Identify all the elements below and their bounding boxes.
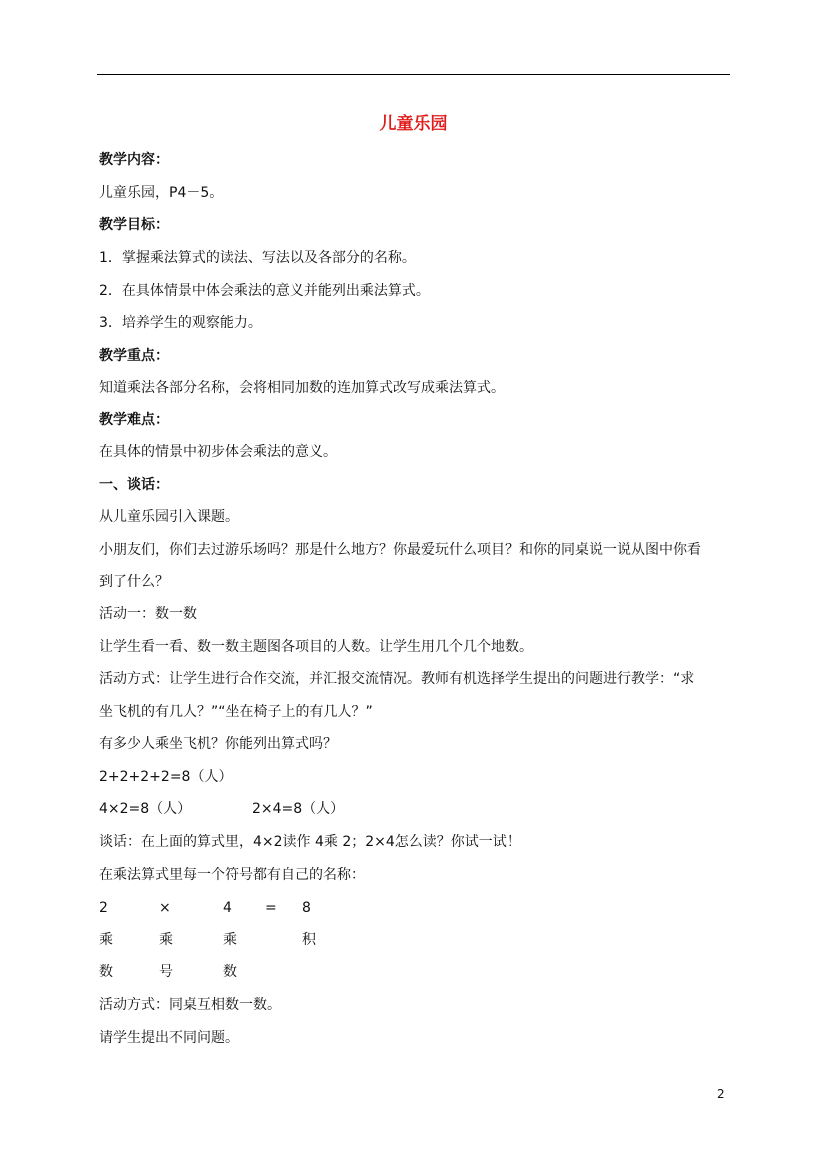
diagram-product: 8 bbox=[302, 900, 311, 916]
diagram-label: 乘 bbox=[159, 932, 173, 948]
paragraph: 谈话：在上面的算式里，4×2读作 4乘 2；2×4怎么读？你试一试！ bbox=[99, 834, 521, 850]
heading-difficult: 教学难点： bbox=[99, 412, 169, 428]
goal-item: 2．在具体情景中体会乘法的意义并能列出乘法算式。 bbox=[99, 283, 430, 299]
heading-content: 教学内容： bbox=[99, 152, 169, 168]
paragraph: 请学生提出不同问题。 bbox=[99, 1030, 239, 1046]
goal-item: 1．掌握乘法算式的读法、写法以及各部分的名称。 bbox=[99, 250, 416, 266]
equation: 4×2=8（人） bbox=[99, 801, 192, 817]
paragraph: 活动方式：同桌互相数一数。 bbox=[99, 997, 281, 1013]
diagram-label: 号 bbox=[159, 964, 173, 980]
paragraph: 坐飞机的有几人？”“坐在椅子上的有几人？” bbox=[99, 704, 373, 720]
goal-item: 3．培养学生的观察能力。 bbox=[99, 315, 262, 331]
paragraph: 到了什么？ bbox=[99, 574, 169, 590]
heading-goals: 教学目标： bbox=[99, 217, 169, 233]
heading-key: 教学重点： bbox=[99, 348, 169, 364]
difficult-text: 在具体的情景中初步体会乘法的意义。 bbox=[99, 444, 337, 460]
heading-talk: 一、谈话： bbox=[99, 477, 169, 493]
page-title: 儿童乐园 bbox=[379, 114, 448, 134]
diagram-label: 乘 bbox=[99, 932, 113, 948]
diagram-label: 积 bbox=[302, 932, 316, 948]
diagram-sign: × bbox=[159, 900, 171, 916]
diagram-factor: 4 bbox=[223, 900, 232, 916]
paragraph: 有多少人乘坐飞机？你能列出算式吗？ bbox=[99, 736, 337, 752]
paragraph: 活动方式：让学生进行合作交流，并汇报交流情况。教师有机选择学生提出的问题进行教学：“求 bbox=[99, 671, 695, 687]
page-number: 2 bbox=[717, 1087, 725, 1101]
equation: 2+2+2+2=8（人） bbox=[99, 769, 233, 785]
equation: 2×4=8（人） bbox=[252, 801, 345, 817]
paragraph: 在乘法算式里每一个符号都有自己的名称： bbox=[99, 867, 365, 883]
header-rule bbox=[97, 74, 730, 75]
key-text: 知道乘法各部分名称，会将相同加数的连加算式改写成乘法算式。 bbox=[99, 380, 505, 396]
diagram-label: 数 bbox=[223, 964, 237, 980]
paragraph: 让学生看一看、数一数主题图各项目的人数。让学生用几个几个地数。 bbox=[99, 639, 533, 655]
diagram-label: 乘 bbox=[223, 932, 237, 948]
diagram-factor: 2 bbox=[99, 900, 108, 916]
content-text: 儿童乐园，P4－5。 bbox=[99, 185, 224, 201]
diagram-label: 数 bbox=[99, 964, 113, 980]
diagram-equals: = bbox=[265, 900, 277, 916]
paragraph: 从儿童乐园引入课题。 bbox=[99, 509, 239, 525]
paragraph: 活动一：数一数 bbox=[99, 606, 197, 622]
paragraph: 小朋友们，你们去过游乐场吗？那是什么地方？你最爱玩什么项目？和你的同桌说一说从图中你看 bbox=[99, 542, 701, 558]
